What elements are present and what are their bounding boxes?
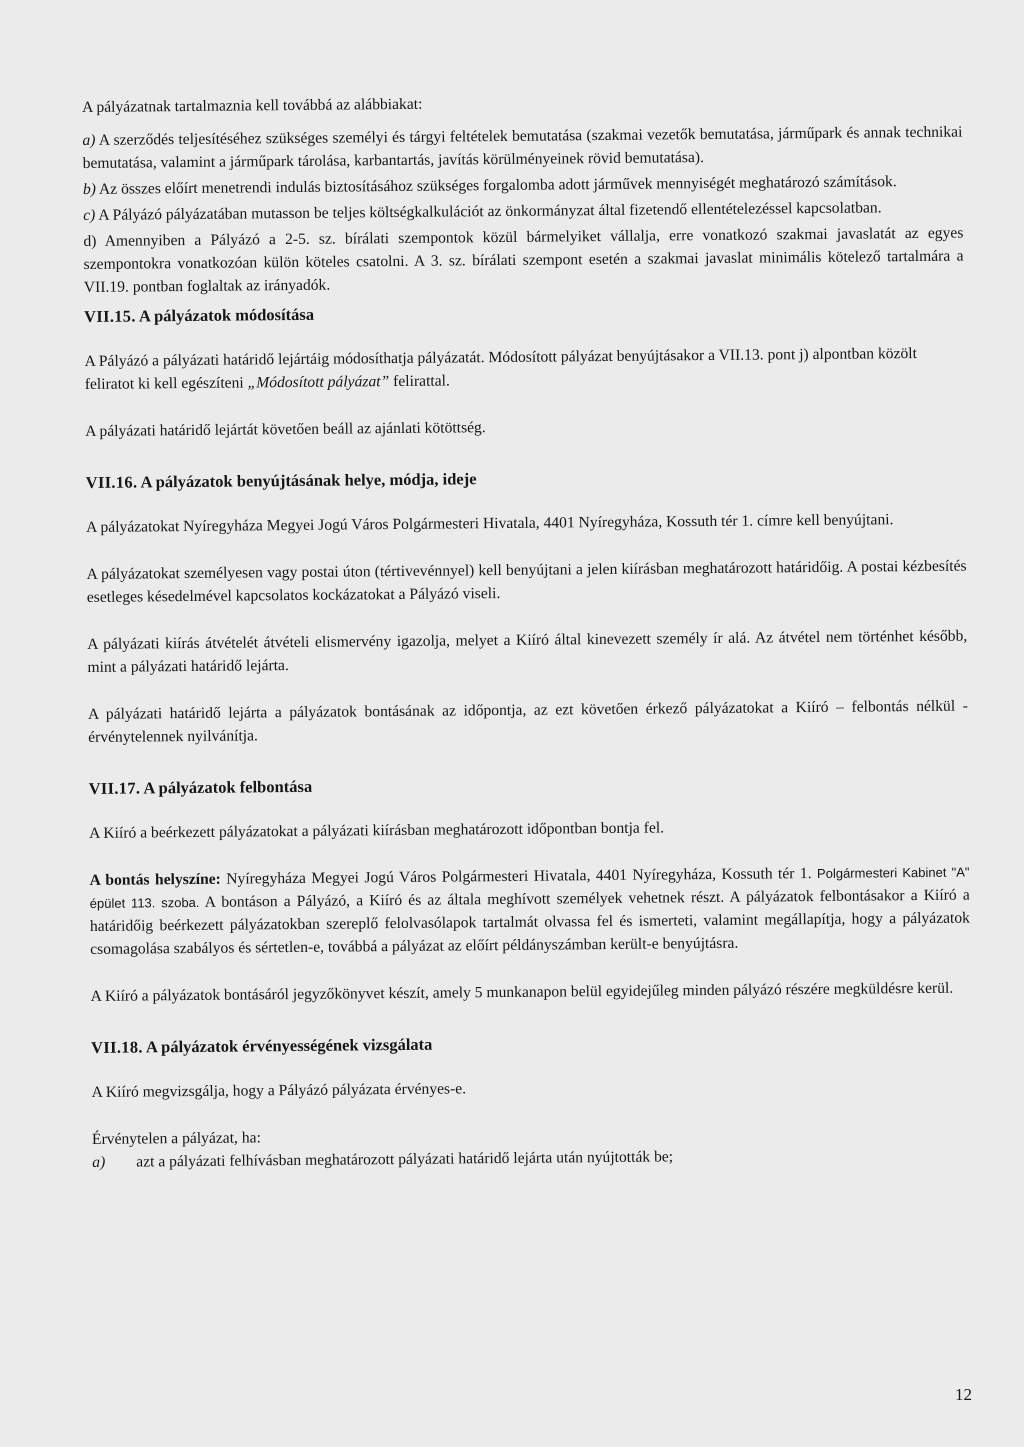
section-number: VII.17.: [88, 778, 141, 798]
section-title: A pályázatok módosítása: [138, 304, 315, 326]
s18-paragraph-1: A Kiíró megvizsgálja, hogy a Pályázó pályázata érvényes-e.: [91, 1080, 467, 1101]
item-label: b): [82, 180, 96, 198]
s17-location-text: Nyíregyháza Megyei Jogú Város Polgármesteri Hivatala, 4401 Nyíregyháza, Kossuth tér 1.: [220, 864, 818, 888]
section-heading-vii-17: [89, 769, 969, 800]
item-text: azt a pályázati felhívásban meghatározott pályázati határidő lejárta után nyújtották be;: [136, 1148, 674, 1171]
s18-paragraph-2: Érvénytelen a pályázat, ha:: [91, 1129, 261, 1148]
section-title: A pályázatok benyújtásának helye, módja, ideje: [140, 469, 477, 492]
intro-lead: A pályázatnak tartalmaznia kell továbbá az alábbiakat:: [82, 95, 423, 116]
s17-room-text: Polgármesteri Kabinet "A" épület 113. szoba.: [89, 864, 970, 911]
item-label: d): [83, 232, 97, 250]
page-content: [82, 88, 972, 1174]
s15-paragraph-2: A pályázati határidő lejártát követően beáll az ajánlati kötöttség.: [85, 419, 486, 440]
s17-paragraph-1: A Kiíró a beérkezett pályázatokat a pályázati kiírásban meghatározott időpontban bontja fel.: [88, 819, 665, 842]
s15-paragraph-1: [84, 342, 964, 396]
section-number: VII.18.: [91, 1037, 143, 1057]
item-label: c): [83, 206, 96, 224]
page-number: 12: [955, 1385, 972, 1404]
s17-paragraph-3: A Kiíró a pályázatok bontásáról jegyzőkönyvet készít, amely 5 munkanapon belül egyidejűleg minden pályázó részére megküldésre kerül.: [90, 979, 954, 1005]
intro-item-a: [82, 121, 962, 175]
s17-paragraph-2: [89, 861, 970, 961]
s15-p1-quote: „Módosított pályázat”: [247, 373, 390, 392]
item-text: Az összes előírt menetrendi indulás biztosításához szükséges forgalomba adott járművek mennyiségét meghatározó számítások.: [98, 173, 897, 198]
s16-paragraph-4: A pályázati határidő lejárta a pályázatok bontásának az időpontja, az ezt követően érkező pályázatokat a Kiíró – felbontás nélkül - érvénytelennek nyilvánítja.: [87, 697, 968, 746]
section-title: A pályázatok érvényességének vizsgálata: [145, 1034, 433, 1057]
section-heading-vii-16: [86, 463, 966, 494]
s16-paragraph-3: A pályázati kiírás átvételét átvételi elismervény igazolja, melyet a Kiíró által kinevezett személy ír alá. Az átvétel nem történhet később, mint a pályázati határidő lejárta.: [87, 627, 968, 676]
item-text: Amennyiben a Pályázó a 2-5. sz. bírálati szempontok közül bármelyiket vállalja, erre vonatkozó szakmai javaslatát az egyes szempontokra vonatkozóan külön köteles csatolni. A 3. sz. bírálati szempont esetén a szakmai javaslat minimális kötelező tartalmára a VII.19. pontban foglaltak az irányadók.: [83, 224, 964, 296]
section-title: A pályázatok felbontása: [143, 776, 313, 798]
s16-paragraph-2: A pályázatokat személyesen vagy postai úton (tértivevénnyel) kell benyújtani a jelen kiírásban meghatározott határidőig. A postai kézbesítés esetleges késedelmével kapcsolatos kockázatokat a Pályázó viseli.: [86, 557, 967, 606]
s17-opening-text: A bontáson a Pályázó, a Kiíró és az általa meghívott személyek vehetnek részt. A pályázatok felbontásakor a Kiíró a határidőig beérkezett pályázatokban szereplő felolvasólapok tartalmát olvassa fel és ismerteti, valamint megállapítja, hogy a pályázatok csomagolása szabályos és sértetlen-e, továbbá a pályázat az előírt példányszámban került-e benyújtásra.: [89, 886, 971, 958]
item-label: a): [82, 131, 96, 149]
section-number: VII.15.: [84, 306, 136, 326]
item-label: a): [92, 1153, 106, 1171]
item-text: A szerződés teljesítéséhez szükséges személyi és tárgyi feltételek bemutatása (szakmai vezetők bemutatása, járműpark és annak technikai bemutatása, valamint a járműpark tárolása, karbantartás, javítás körülményeinek rövid bemutatása).: [82, 123, 963, 172]
section-heading-vii-18: [91, 1028, 971, 1059]
section-heading-vii-15: [84, 297, 964, 328]
s15-p1-text-end: felirattal.: [389, 372, 450, 391]
s17-location-label: A bontás helyszíne:: [89, 870, 221, 889]
s16-paragraph-1: A pályázatokat Nyíregyháza Megyei Jogú Város Polgármesteri Hivatala, 4401 Nyíregyháza, Kossuth tér 1. címre kell benyújtani.: [86, 511, 894, 536]
s15-p1-text: A Pályázó a pályázati határidő lejártáig módosíthatja pályázatát. Módosított pályázat benyújtásakor a VII.13. pont j) alpontban közölt feliratot ki kell egészíteni: [84, 344, 918, 393]
item-text: A Pályázó pályázatában mutasson be teljes költségkalkulációt az önkormányzat által fizetendő ellentételezéssel kapcsolatban.: [98, 199, 882, 224]
intro-item-d: [83, 222, 964, 299]
section-number: VII.16.: [85, 472, 138, 492]
